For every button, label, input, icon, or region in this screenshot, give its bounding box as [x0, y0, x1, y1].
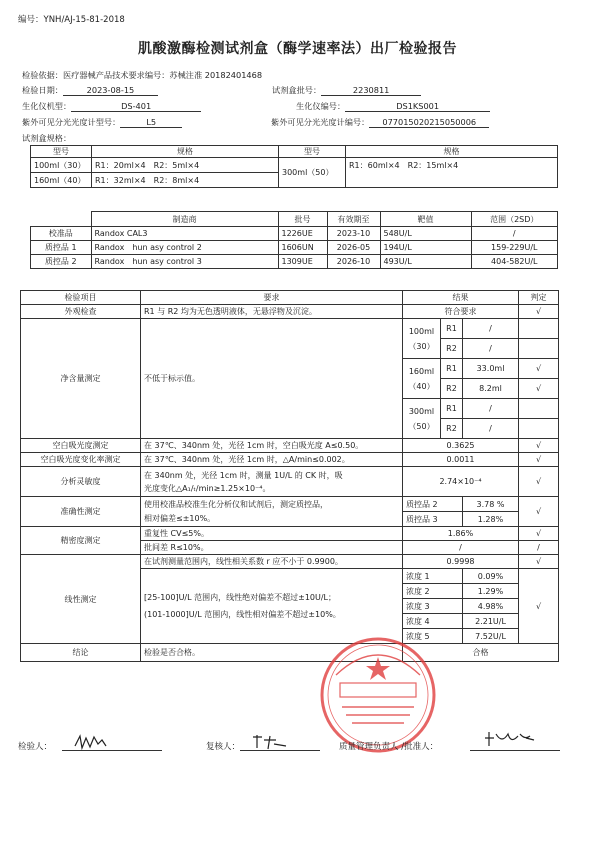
- kit-batch: 试剂盒批号： 2230811: [272, 85, 421, 96]
- net-group-300: 300ml（50）: [403, 399, 441, 439]
- item-precision: 精密度测定: [21, 527, 141, 555]
- qc-target: 548U/L: [380, 227, 471, 241]
- conc-label: 浓度 5: [403, 629, 463, 644]
- net-r2-value: 8.2ml: [463, 379, 519, 399]
- analyzer-number: 生化仪编号： DS1KS001: [296, 101, 490, 112]
- spec-value-300: R1：60ml×4 R2：15ml×4: [346, 158, 558, 188]
- qc-table: [30, 211, 558, 269]
- qc-header-range: 范围（2SD）: [471, 212, 558, 227]
- net-r1-judge: [519, 319, 559, 339]
- analyzer-model: 生化仪机型： DS-401: [22, 101, 201, 112]
- net-r1-judge: [519, 399, 559, 419]
- header-judgement: 判定: [519, 291, 559, 305]
- req-appearance: R1 与 R2 均为无色透明液体，无悬浮物及沉淀。: [141, 305, 403, 319]
- reviewer-signature-icon: [250, 732, 290, 752]
- item-accuracy: 准确性测定: [21, 497, 141, 527]
- spec-label: 试剂盒规格：: [22, 133, 72, 143]
- req-conclusion: 检验是否合格。: [141, 644, 403, 662]
- net-r2-judge: [519, 339, 559, 359]
- qc-range: 404-582U/L: [471, 255, 558, 269]
- result-blank-rate: 0.0011: [403, 453, 519, 467]
- req-linearity-deviation: [25-100]U/L 范围内，线性绝对偏差不超过±10U/L； (101-1000]U/L 范围内，线性相对偏差不超过±10%。: [141, 569, 403, 644]
- qc-maker: Randox CAL3: [91, 227, 278, 241]
- header-requirement: 要求: [141, 291, 403, 305]
- result-blank-absorbance: 0.3625: [403, 439, 519, 453]
- req-linearity-r: 在试剂测量范围内，线性相关系数 r 应不小于 0.9900。: [141, 555, 403, 569]
- table-row: [31, 241, 558, 255]
- inspection-stamp-icon: [318, 635, 438, 755]
- approver-signature-line: [470, 750, 560, 751]
- qc-lot: 1606UN: [278, 241, 327, 255]
- qc-range: 159-229U/L: [471, 241, 558, 255]
- accuracy-qc2-label: 质控品 2: [403, 497, 463, 512]
- net-group-160: 160ml（40）: [403, 359, 441, 399]
- qc-header-target: 靶值: [380, 212, 471, 227]
- judge-sensitivity: √: [519, 467, 559, 497]
- item-blank-rate: 空白吸光度变化率测定: [21, 453, 141, 467]
- inspection-table: [20, 290, 559, 662]
- inspection-date: 检验日期： 2023-08-15: [22, 85, 158, 96]
- net-r1-value: 33.0ml: [463, 359, 519, 379]
- net-r1-judge: √: [519, 359, 559, 379]
- spec-header-spec: 规格: [92, 146, 279, 158]
- inspector-label: 检验人：: [18, 742, 53, 752]
- table-row: [31, 227, 558, 241]
- header-result: 结果: [403, 291, 519, 305]
- spec-header-model: 型号: [31, 146, 92, 158]
- spec-model-100: 100ml（30）: [31, 158, 92, 173]
- req-sensitivity: 在 340nm 处，光径 1cm 时，测量 1U/L 的 CK 时，吸 光度变化△A₁/ₜ/min≥1.25×10⁻⁴。: [141, 467, 403, 497]
- inspector-signature-icon: [72, 732, 112, 752]
- req-repeatability: 重复性 CV≤5%。: [141, 527, 403, 541]
- net-group-100: 100ml（30）: [403, 319, 441, 359]
- table-row: [31, 255, 558, 269]
- item-linearity: 线性测定: [21, 555, 141, 644]
- doc-number: 编号：YNH/AJ-15-81-2018: [18, 15, 125, 25]
- conc-value: 0.09%: [463, 569, 519, 584]
- net-r2-judge: √: [519, 379, 559, 399]
- uv-number: 紫外可见分光光度计编号： 077015020215050006: [271, 117, 489, 128]
- basis-line: 检验依据：医疗器械产品技术要求编号：苏械注准 20182401468: [22, 70, 263, 80]
- reviewer-label: 复核人：: [206, 742, 241, 752]
- accuracy-qc3-label: 质控品 3: [403, 512, 463, 527]
- qc-header-expiry: 有效期至: [327, 212, 380, 227]
- judge-linearity-r: √: [519, 555, 559, 569]
- qc-range: /: [471, 227, 558, 241]
- result-sensitivity: 2.74×10⁻⁴: [403, 467, 519, 497]
- item-sensitivity: 分析灵敏度: [21, 467, 141, 497]
- judge-blank-absorbance: √: [519, 439, 559, 453]
- result-linearity-r: 0.9998: [403, 555, 519, 569]
- qc-expiry: 2026-10: [327, 255, 380, 269]
- net-r1-label: R1: [441, 319, 463, 339]
- judge-blank-rate: √: [519, 453, 559, 467]
- req-accuracy: 使用校准品校准生化分析仪和试剂后，测定质控品， 相对偏差≤±10%。: [141, 497, 403, 527]
- item-appearance: 外观检查: [21, 305, 141, 319]
- qc-type: 质控品 1: [31, 241, 92, 255]
- conc-label: 浓度 1: [403, 569, 463, 584]
- net-r2-label: R2: [441, 339, 463, 359]
- judge-accuracy: √: [519, 497, 559, 527]
- approver-signature-icon: [482, 728, 542, 750]
- qc-type: 校准品: [31, 227, 92, 241]
- conc-label: 浓度 3: [403, 599, 463, 614]
- spec-model-160: 160ml（40）: [31, 173, 92, 188]
- net-r2-judge: [519, 419, 559, 439]
- conc-label: 浓度 4: [403, 614, 463, 629]
- accuracy-qc2-value: 3.78 %: [463, 497, 519, 512]
- uv-model: 紫外可见分光光度计型号： L5: [22, 117, 182, 128]
- page-title: 肌酸激酶检测试剂盒（酶学速率法）出厂检验报告: [138, 41, 457, 57]
- net-r2-label: R2: [441, 419, 463, 439]
- accuracy-qc3-value: 1.28%: [463, 512, 519, 527]
- req-net-content: 不低于标示值。: [141, 319, 403, 439]
- spec-table: [30, 145, 558, 188]
- result-repeatability: 1.86%: [403, 527, 519, 541]
- qc-header-maker: 制造商: [91, 212, 278, 227]
- req-blank-rate: 在 37℃、340nm 处，光径 1cm 时，△A/min≤0.002。: [141, 453, 403, 467]
- qc-maker: Randox hun asy control 2: [91, 241, 278, 255]
- req-batch-difference: 批间差 R≤10%。: [141, 541, 403, 555]
- conc-value: 7.52U/L: [463, 629, 519, 644]
- spec-value-100: R1：20ml×4 R2：5ml×4: [92, 158, 279, 173]
- net-r1-value: /: [463, 399, 519, 419]
- net-r2-label: R2: [441, 379, 463, 399]
- conc-value: 2.21U/L: [463, 614, 519, 629]
- qc-type: 质控品 2: [31, 255, 92, 269]
- conc-value: 4.98%: [463, 599, 519, 614]
- conc-value: 1.29%: [463, 584, 519, 599]
- item-conclusion: 结论: [21, 644, 141, 662]
- spec-header-spec-2: 规格: [346, 146, 558, 158]
- judge-linearity: √: [519, 569, 559, 644]
- header-item: 检验项目: [21, 291, 141, 305]
- qc-lot: 1226UE: [278, 227, 327, 241]
- qc-target: 493U/L: [380, 255, 471, 269]
- judge-batch-difference: /: [519, 541, 559, 555]
- qc-corner: [31, 212, 92, 227]
- approver-label: 质量管理负责人 /批准人：: [339, 742, 439, 752]
- net-r2-value: /: [463, 419, 519, 439]
- conc-label: 浓度 2: [403, 584, 463, 599]
- qc-maker: Randox hun asy control 3: [91, 255, 278, 269]
- net-r1-label: R1: [441, 399, 463, 419]
- qc-target: 194U/L: [380, 241, 471, 255]
- req-blank-absorbance: 在 37℃、340nm 处，光径 1cm 时，空白吸光度 A≤0.50。: [141, 439, 403, 453]
- qc-expiry: 2023-10: [327, 227, 380, 241]
- qc-lot: 1309UE: [278, 255, 327, 269]
- item-net-content: 净含量测定: [21, 319, 141, 439]
- result-appearance: 符合要求: [403, 305, 519, 319]
- spec-header-model-2: 型号: [279, 146, 346, 158]
- result-conclusion: 合格: [403, 644, 559, 662]
- item-blank-absorbance: 空白吸光度测定: [21, 439, 141, 453]
- net-r2-value: /: [463, 339, 519, 359]
- judge-repeatability: √: [519, 527, 559, 541]
- net-r1-label: R1: [441, 359, 463, 379]
- spec-model-300: 300ml（50）: [279, 158, 346, 188]
- spec-value-160: R1：32ml×4 R2：8ml×4: [92, 173, 279, 188]
- result-batch-difference: /: [403, 541, 519, 555]
- net-r1-value: /: [463, 319, 519, 339]
- qc-expiry: 2026-05: [327, 241, 380, 255]
- judge-appearance: √: [519, 305, 559, 319]
- qc-header-lot: 批号: [278, 212, 327, 227]
